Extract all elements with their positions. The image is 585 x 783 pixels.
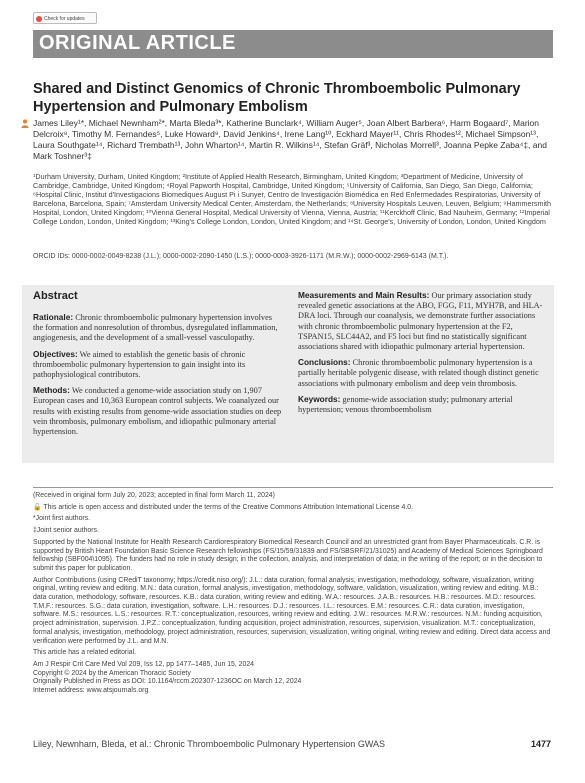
methods-heading: Methods: <box>33 385 70 396</box>
support-note: Supported by the National Institute for Health Research Cardiorespiratory Biomedical Research Council and an unrestricted grant from Bayer Pharmaceuticals. C.R. is supported by British Heart Foundation Basic Science Research fellowships (FS/15/59/31839 and FS/SBSRF/21/31025) and Academy of Medical Sciences Springboard fellowship (SBF004\1095). The funders had no role in study design; in the collection, analysis, and interpretation of data; in the writing of the report; or in the decision to submit this paper for publication. <box>33 538 543 572</box>
open-access-note: 🔓 This article is open access and distributed under the terms of the Creative Commons Attribution International License 4.0. <box>33 503 413 511</box>
abstract-heading: Abstract <box>33 290 78 302</box>
joint-first-note: *Joint first authors. <box>33 515 91 523</box>
received-note: (Received in original form July 20, 2023; accepted in final form March 11, 2024) <box>33 492 275 499</box>
contributions-note: Author Contributions (using CRediT taxonomy; https://credit.niso.org/): J.L.: data curation, formal analysis, investigation, methodology, software, visualization, writing original, writing review and editing. M.N.: data curation, formal analysis, investigation, methodology, software, validation, visualization, writing review and editing. M.B.: data curation, methodology, software, resources. K.B.: data curation, writing review and editing. W.A.: resources. J.A.B.: resources. H.B.: resources. M.D.: resources. T.M.F.: resources. S.G.: data curation, investigation, software. L.H.: resources. D.J.: resources. I.L.: resources. E.M.: resources. C.R.: data curation, investigation, software. M.S.: resources. L.S.: resources. R.T.: conceptualization, resources, writing review and editing. J.W.: resources. M.R.W.: resources. N.M.: funding acquisition, project administration, supervision. J.P.Z.: conceptualization, funding acquisition, project administration, resources, supervision, visualization. M.T.: conceptualization, formal analysis, investigation, methodology, project administration, resources, supervision, visualization, writing original, writing review and editing. Direct data access and verification were performed by J.L. and M.N. <box>33 576 551 645</box>
page-number: 1477 <box>531 739 552 749</box>
running-footer: Liley, Newnham, Bleda, et al.: Chronic Thromboembolic Pulmonary Hypertension GWAS <box>33 739 385 749</box>
check-for-updates-badge[interactable]: Check for updates <box>33 12 97 24</box>
article-title: Shared and Distinct Genomics of Chronic Thromboembolic Pulmonary Hypertension and Pulmonary Embolism <box>33 81 521 115</box>
keywords-heading: Keywords: <box>298 393 341 404</box>
methods-paragraph: Methods: We conducted a genome-wide association study on 1,907 European cases and 10,363 European control subjects. We coanalyzed our results with existing results from genome-wide association studies on deep vein thrombosis, pulmonary embolism, and idiopathic pulmonary arterial hypertension. <box>33 385 282 437</box>
footnotes <box>33 492 553 696</box>
editorial-link[interactable]: This article has a related editorial. <box>33 649 137 657</box>
internet-address[interactable]: Internet address: www.atsjournals.org <box>33 687 149 695</box>
author-names: James Liley¹*, Michael Newnham²*, Marta Bleda³*, Katherine Bunclark⁴, William Auger⁵, Joan Albert Barbera⁶, Harm Bogaard⁷, Marion Delcroix⁸, Timothy M. Fernandes⁵, Luke Howard⁹, David Jenkins⁴, Irene Lang¹⁰, Eckhard Mayer¹¹, Chris Rhodes¹², Michael Simpson¹³, Laura Southgate¹⁴, Richard Trembath¹³, John Wharton¹⁴, Martin R. Wilkins¹⁴, Stefan Gräf³, Nicholas Morrell³, Joanna Pepke Zaba⁴‡, and Mark Toshner³‡ <box>33 118 547 161</box>
rationale-paragraph: Rationale: Chronic thromboembolic pulmonary hypertension involves the formation and nonresolution of thrombus, dysregulated inflammation, angiogenesis, and the development of a small-vessel vasculopathy. <box>33 312 278 343</box>
objectives-heading: Objectives: <box>33 348 78 359</box>
conclusions-heading: Conclusions: <box>298 357 351 368</box>
affiliations: ¹Durham University, Durham, United Kingdom; ²Institute of Applied Health Research, Birmingham, United Kingdom; ³Department of Medicine, University of Cambridge, Cambridge, United Kingdom; ⁴Royal Papworth Hospital, Cambridge, United Kingdom; ⁵University of California, San Diego, San Diego, California; ⁶Hospital Clinic, Institut d'Investigacions Biomediques August Pi i Sunyer, Centro de Investigación Biomédica en Red Enfermedades Respiratorias, University of Barcelona, Barcelona, Spain; ⁷Amsterdam University Medical Center, Amsterdam, the Netherlands; ⁸University Hospitals Leuven, Leuven, Belgium; ⁹Hammersmith Hospital, London, United Kingdom; ¹⁰Vienna General Hospital, Medical University of Vienna, Vienna, Austria; ¹¹Kerckhoff Clinic, Bad Nauheim, Germany; ¹²Imperial College London, London, United Kingdom; ¹³King's College London, London, United Kingdom; and ¹⁴St. George's, University of London, London, United Kingdom <box>33 172 552 227</box>
copyright-line: Copyright © 2024 by the American Thoracic Society <box>33 669 191 677</box>
update-icon <box>36 16 42 22</box>
results-paragraph: Measurements and Main Results: Our primary association study revealed genetic associations at the ABO, FGG, F11, MYH7B, and HLA-DRA loci. Through our coanalysis, we demonstrate further associations with chronic thromboembolic pulmonary hypertension at the F2, TSPAN15, SLC44A2, and F5 loci but find no statistically significant associations shared with idiopathic pulmonary arterial hypertension. <box>298 290 543 352</box>
published-line: Originally Published in Press as DOI: 10.1164/rccm.202307-1236OC on March 12, 2024 <box>33 678 302 686</box>
abstract-right-column <box>298 290 548 420</box>
person-icon <box>21 119 29 128</box>
joint-senior-note: ‡Joint senior authors. <box>33 527 99 535</box>
objectives-paragraph: Objectives: We aimed to establish the genetic basis of chronic thromboembolic pulmonary hypertension to gain insight into its pathophysiological contributors. <box>33 348 246 380</box>
results-heading: Measurements and Main Results: <box>298 290 430 300</box>
divider <box>33 487 553 488</box>
article-type-label: ORIGINAL ARTICLE <box>39 32 236 54</box>
conclusions-paragraph: Conclusions: Chronic thromboembolic pulmonary hypertension is a partially heritable polygenic disease, with related though distinct genetic associations with pulmonary embolism and deep vein thrombosis. <box>298 357 539 388</box>
abstract-left-column <box>33 312 283 442</box>
orcid-ids: ORCID IDs: 0000-0002-0049-8238 (J.L.); 0000-0002-2090-1450 (L.S.); 0000-0003-3926-1171 (M.R.W.); 0000-0002-2969-6143 (M.T.). <box>33 253 449 260</box>
author-list <box>33 118 553 162</box>
keywords-paragraph: Keywords: genome-wide association study; pulmonary arterial hypertension; venous thromboembolism <box>298 393 513 415</box>
open-access-icon: 🔓 <box>33 503 42 511</box>
rationale-heading: Rationale: <box>33 312 74 322</box>
article-type-banner <box>33 30 553 58</box>
citation-line: Am J Respir Crit Care Med Vol 209, Iss 12, pp 1477–1485, Jun 15, 2024 <box>33 660 255 668</box>
